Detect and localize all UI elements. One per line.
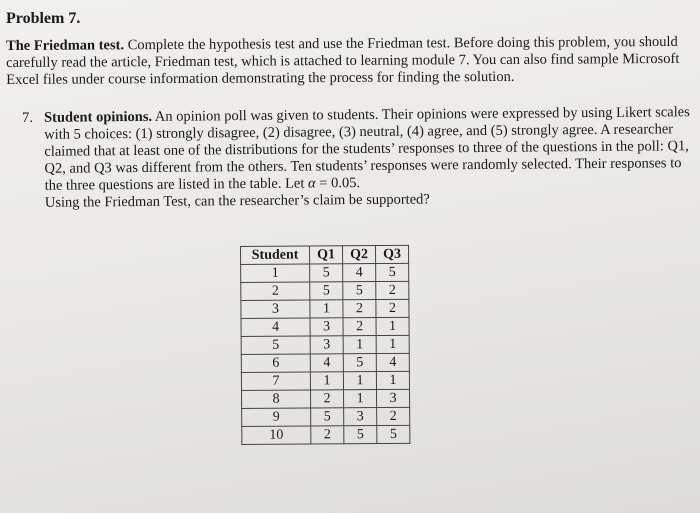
cell-student: 1	[241, 264, 310, 282]
table-row	[241, 371, 409, 390]
cell-student: 8	[242, 390, 311, 408]
header-q1: Q1	[310, 246, 343, 264]
cell-q2: 4	[343, 264, 376, 282]
cell-q1: 1	[310, 300, 343, 318]
table-row	[242, 425, 410, 444]
cell-student: 10	[242, 426, 311, 444]
cell-q1: 3	[310, 336, 343, 354]
cell-q3: 2	[376, 281, 409, 299]
cell-q3: 1	[376, 317, 409, 335]
cell-q2: 1	[343, 372, 376, 390]
cell-q3: 5	[377, 425, 410, 443]
problem-body	[44, 104, 691, 212]
intro-lead: The Friedman test.	[6, 37, 125, 54]
cell-q2: 2	[343, 318, 376, 336]
cell-q1: 2	[311, 426, 344, 444]
cell-q2: 2	[343, 300, 376, 318]
table-row	[241, 317, 409, 336]
cell-q2: 5	[343, 354, 376, 372]
cell-student: 5	[241, 336, 310, 354]
cell-q3: 2	[377, 407, 410, 425]
cell-student: 7	[241, 372, 310, 390]
table-row	[241, 335, 409, 354]
cell-q3: 5	[376, 263, 409, 281]
problem-item	[22, 104, 690, 211]
table-header-row	[241, 245, 409, 264]
cell-q1: 1	[310, 372, 343, 390]
cell-student: 4	[241, 318, 310, 336]
cell-q2: 3	[344, 408, 377, 426]
cell-q3: 1	[376, 371, 409, 389]
cell-q3: 2	[376, 299, 409, 317]
header-q2: Q2	[343, 246, 376, 264]
cell-q1: 3	[310, 318, 343, 336]
cell-q1: 5	[310, 264, 343, 282]
problem-text: An opinion poll was given to students. Their opinions were expressed by using Likert scales with 5 choices: (1) strongly disagree, (2) disagree, (3) neutral, (4) agree, and (5) strongly agree. A researcher claimed that at least one of the distributions for the students’ responses to three of the questions in the poll: Q1, Q2, and Q3 was different from the others. Ten students’ responses were randomly selected. Their responses to the three questions are listed in the table. Let	[44, 104, 690, 194]
responses-table	[240, 245, 410, 445]
problem-lead: Student opinions.	[43, 108, 153, 126]
cell-q2: 1	[344, 390, 377, 408]
table-row	[241, 299, 409, 318]
cell-student: 3	[241, 300, 310, 318]
cell-q2: 5	[344, 426, 377, 444]
problem-number: 7.	[22, 109, 34, 126]
cell-q1: 4	[310, 354, 343, 372]
alpha-symbol: α	[307, 175, 316, 192]
cell-q3: 3	[377, 389, 410, 407]
cell-student: 9	[242, 408, 311, 426]
cell-q1: 5	[310, 282, 343, 300]
header-student: Student	[241, 246, 310, 264]
problem-question: Using the Friedman Test, can the researcher’s claim be supported?	[44, 191, 430, 211]
cell-q2: 5	[343, 282, 376, 300]
cell-q1: 5	[311, 408, 344, 426]
table-row	[242, 407, 410, 426]
table-row	[241, 281, 409, 300]
cell-q3: 1	[376, 335, 409, 353]
cell-student: 6	[241, 354, 310, 372]
header-q3: Q3	[376, 245, 409, 263]
problem-title: Problem 7.	[6, 10, 81, 27]
cell-student: 2	[241, 282, 310, 300]
table-row	[242, 389, 410, 408]
cell-q1: 2	[311, 390, 344, 408]
cell-q3: 4	[376, 353, 409, 371]
alpha-value: = 0.05.	[315, 175, 361, 192]
table-row	[241, 353, 409, 372]
cell-q2: 1	[343, 336, 376, 354]
table-row	[241, 263, 409, 282]
intro-text: Complete the hypothesis test and use the Friedman test. Before doing this problem, you should carefully read the article, Friedman test, which is attached to learning module 7. You can also find sample Microsoft Excel files under course information demonstrating the process for finding the solution.	[6, 33, 680, 88]
intro-paragraph	[6, 34, 694, 89]
